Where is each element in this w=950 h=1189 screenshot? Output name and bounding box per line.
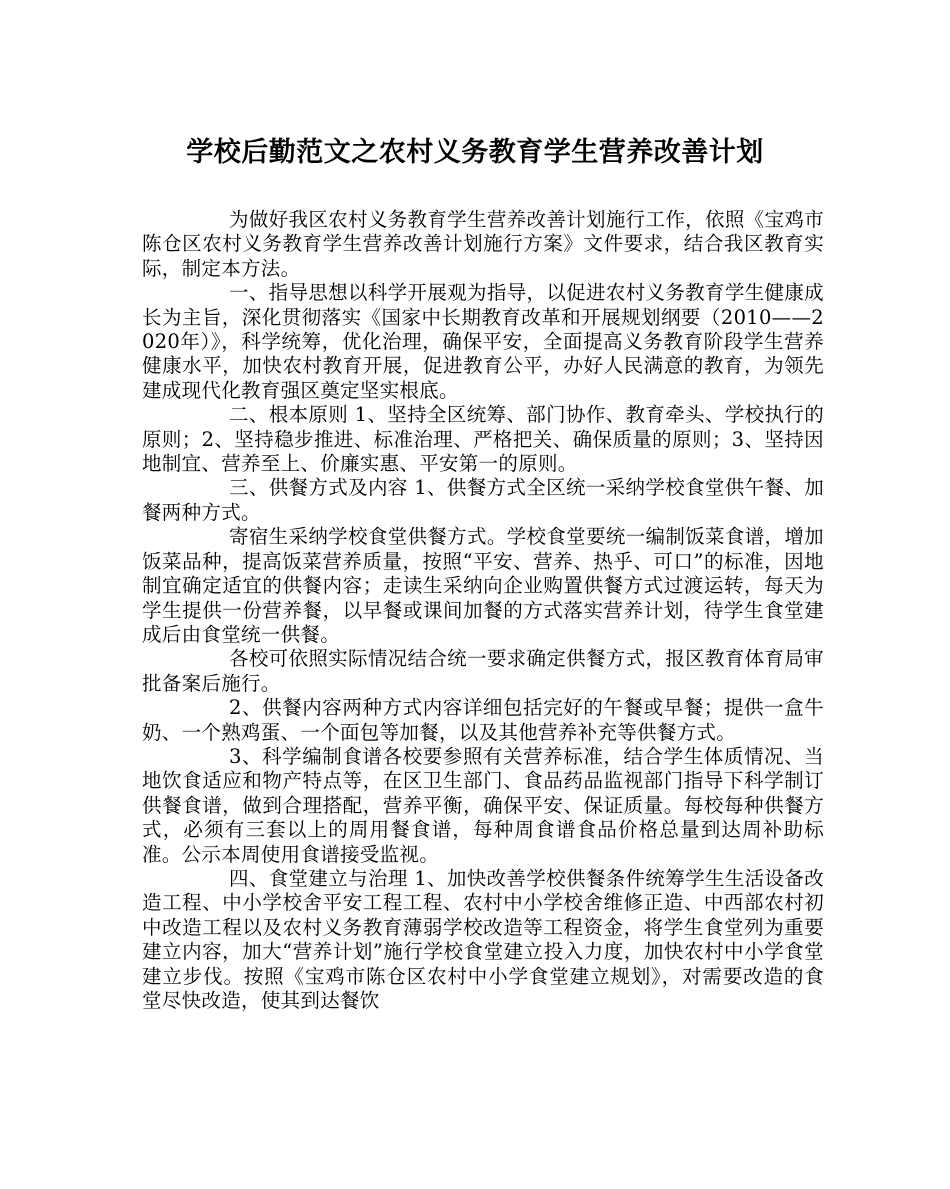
document-body [142,208,824,1013]
paragraph-recipe-planning: 3、科学编制食谱各校要参照有关营养标准，结合学生体质情况、当地饮食适应和物产特点等，在区卫生部门、食品药品监视部门指导下科学制订供餐食谱，做到合理搭配，营养平衡，确保平安、保证质量。每校每种供餐方式，必须有三套以上的周用餐食谱，每种周食谱食品价格总量到达周补助标准。公示本周使用食谱接受监视。 [142,744,824,866]
paragraph-intro: 为做好我区农村义务教育学生营养改善计划施行工作，依照《宝鸡市陈仓区农村义务教育学生营养改善计划施行方案》文件要求，结合我区教育实际，制定本方法。 [142,208,824,280]
document-title: 学校后勤范文之农村义务教育学生营养改善计划 [186,137,764,168]
paragraph-school-approval: 各校可依照实际情况结合统一要求确定供餐方式，报区教育体育局审批备案后施行。 [142,647,824,695]
paragraph-meal-content: 2、供餐内容两种方式内容详细包括完好的午餐或早餐；提供一盒牛奶、一个熟鸡蛋、一个面包等加餐，以及其他营养补充等供餐方式。 [142,696,824,744]
paragraph-guiding-ideology: 一、指导思想以科学开展观为指导，以促进农村义务教育学生健康成长为主旨，深化贯彻落实《国家中长期教育改革和开展规划纲要（2010——2020年）》，科学统筹，优化治理，确保平安，全面提高义务教育阶段学生营养健康水平，加快农村教育开展，促进教育公平，办好人民满意的教育，为领先建成现代化教育强区奠定坚实根底。 [142,281,824,402]
paragraph-canteen-construction: 四、食堂建立与治理 1、加快改善学校供餐条件统筹学生生活设备改造工程、中小学校舍平安工程工程、农村中小学校舍维修正造、中西部农村初中改造工程以及农村义务教育薄弱学校改造等工程资金，将学生食堂列为重要建立内容，加大“营养计划”施行学校食堂建立投入力度，加快农村中小学食堂建立步伐。按照《宝鸡市陈仓区农村中小学食堂建立规划》，对需要改造的食堂尽快改造，使其到达餐饮 [142,866,824,1012]
paragraph-boarding-students: 寄宿生采纳学校食堂供餐方式。学校食堂要统一编制饭菜食谱，增加饭菜品种，提高饭菜营养质量，按照“平安、营养、热乎、可口”的标准，因地制宜确定适宜的供餐内容；走读生采纳向企业购置供餐方式过渡运转，每天为学生提供一份营养餐，以早餐或课间加餐的方式落实营养计划，待学生食堂建成后由食堂统一供餐。 [142,525,824,646]
paragraph-meal-methods: 三、供餐方式及内容 1、供餐方式全区统一采纳学校食堂供午餐、加餐两种方式。 [142,476,824,524]
paragraph-basic-principles: 二、根本原则 1、坚持全区统筹、部门协作、教育牵头、学校执行的原则；2、坚持稳步推进、标准治理、严格把关、确保质量的原则；3、坚持因地制宜、营养至上、价廉实惠、平安第一的原则。 [142,403,824,476]
